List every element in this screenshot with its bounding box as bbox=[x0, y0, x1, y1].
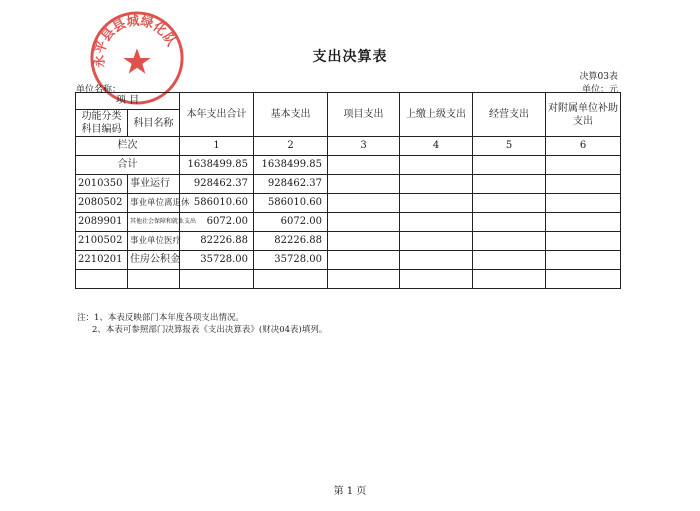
table-row bbox=[76, 232, 621, 251]
row-basic: 82226.88 bbox=[254, 232, 328, 251]
table-row bbox=[76, 213, 621, 232]
row-total: 6072.00 bbox=[180, 213, 254, 232]
footnote: 2、本表可参照部门决算报表《支出决算表》(财决04表)填列。 bbox=[92, 325, 328, 335]
row-total: 586010.60 bbox=[180, 194, 254, 213]
header-upper: 上缴上级支出 bbox=[400, 93, 473, 137]
row-code: 2100502 bbox=[76, 232, 128, 251]
footnotes bbox=[77, 312, 327, 336]
index-cell: 5 bbox=[473, 137, 546, 156]
row-code: 2089901 bbox=[76, 213, 128, 232]
row-basic: 35728.00 bbox=[254, 251, 328, 270]
row-total: 82226.88 bbox=[180, 232, 254, 251]
index-row bbox=[76, 137, 621, 156]
row-basic: 6072.00 bbox=[254, 213, 328, 232]
index-cell: 4 bbox=[400, 137, 473, 156]
expenditure-table bbox=[75, 92, 621, 289]
table-row bbox=[76, 194, 621, 213]
index-label: 栏次 bbox=[76, 137, 180, 156]
row-basic: 928462.37 bbox=[254, 175, 328, 194]
summary-row bbox=[76, 156, 621, 175]
row-total: 928462.37 bbox=[180, 175, 254, 194]
table-row bbox=[76, 251, 621, 270]
row-code: 2080502 bbox=[76, 194, 128, 213]
summary-basic: 1638499.85 bbox=[254, 156, 328, 175]
row-name: 事业单位离退休 bbox=[128, 194, 180, 213]
header-item: 项 目 bbox=[76, 93, 180, 110]
header-project: 项目支出 bbox=[328, 93, 400, 137]
footnote: 注：1、本表反映部门本年度各项支出情况。 bbox=[77, 313, 244, 323]
row-name: 住房公积金 bbox=[128, 251, 180, 270]
svg-text:永平县县城绿化队: 永平县县城绿化队 bbox=[92, 13, 179, 69]
header-subsidy: 对附属单位补助支出 bbox=[546, 93, 621, 137]
row-name: 事业单位医疗 bbox=[128, 232, 180, 251]
header-row bbox=[76, 93, 621, 110]
header-basic: 基本支出 bbox=[254, 93, 328, 137]
table-row-empty bbox=[76, 270, 621, 289]
row-basic: 586010.60 bbox=[254, 194, 328, 213]
summary-total: 1638499.85 bbox=[180, 156, 254, 175]
index-cell: 6 bbox=[546, 137, 621, 156]
summary-label: 合计 bbox=[76, 156, 180, 175]
table-row bbox=[76, 175, 621, 194]
header-total: 本年支出合计 bbox=[180, 93, 254, 137]
page-title: 支出决算表 bbox=[312, 49, 388, 65]
currency-unit: 单位：元 bbox=[581, 85, 618, 95]
unit-name-label: 单位名称： bbox=[76, 85, 122, 95]
index-cell: 2 bbox=[254, 137, 328, 156]
row-code: 2010350 bbox=[76, 175, 128, 194]
row-name: 事业运行 bbox=[128, 175, 180, 194]
index-cell: 1 bbox=[180, 137, 254, 156]
row-name: 其他社会保障和就业支出 bbox=[128, 213, 180, 232]
row-code: 2210201 bbox=[76, 251, 128, 270]
header-func-code: 功能分类科目编码 bbox=[76, 110, 128, 137]
header-business: 经营支出 bbox=[473, 93, 546, 137]
page-number: 第 1 页 bbox=[333, 486, 367, 497]
row-total: 35728.00 bbox=[180, 251, 254, 270]
form-code: 决算03表 bbox=[579, 72, 618, 82]
index-cell: 3 bbox=[328, 137, 400, 156]
header-subject-name: 科目名称 bbox=[128, 110, 180, 137]
